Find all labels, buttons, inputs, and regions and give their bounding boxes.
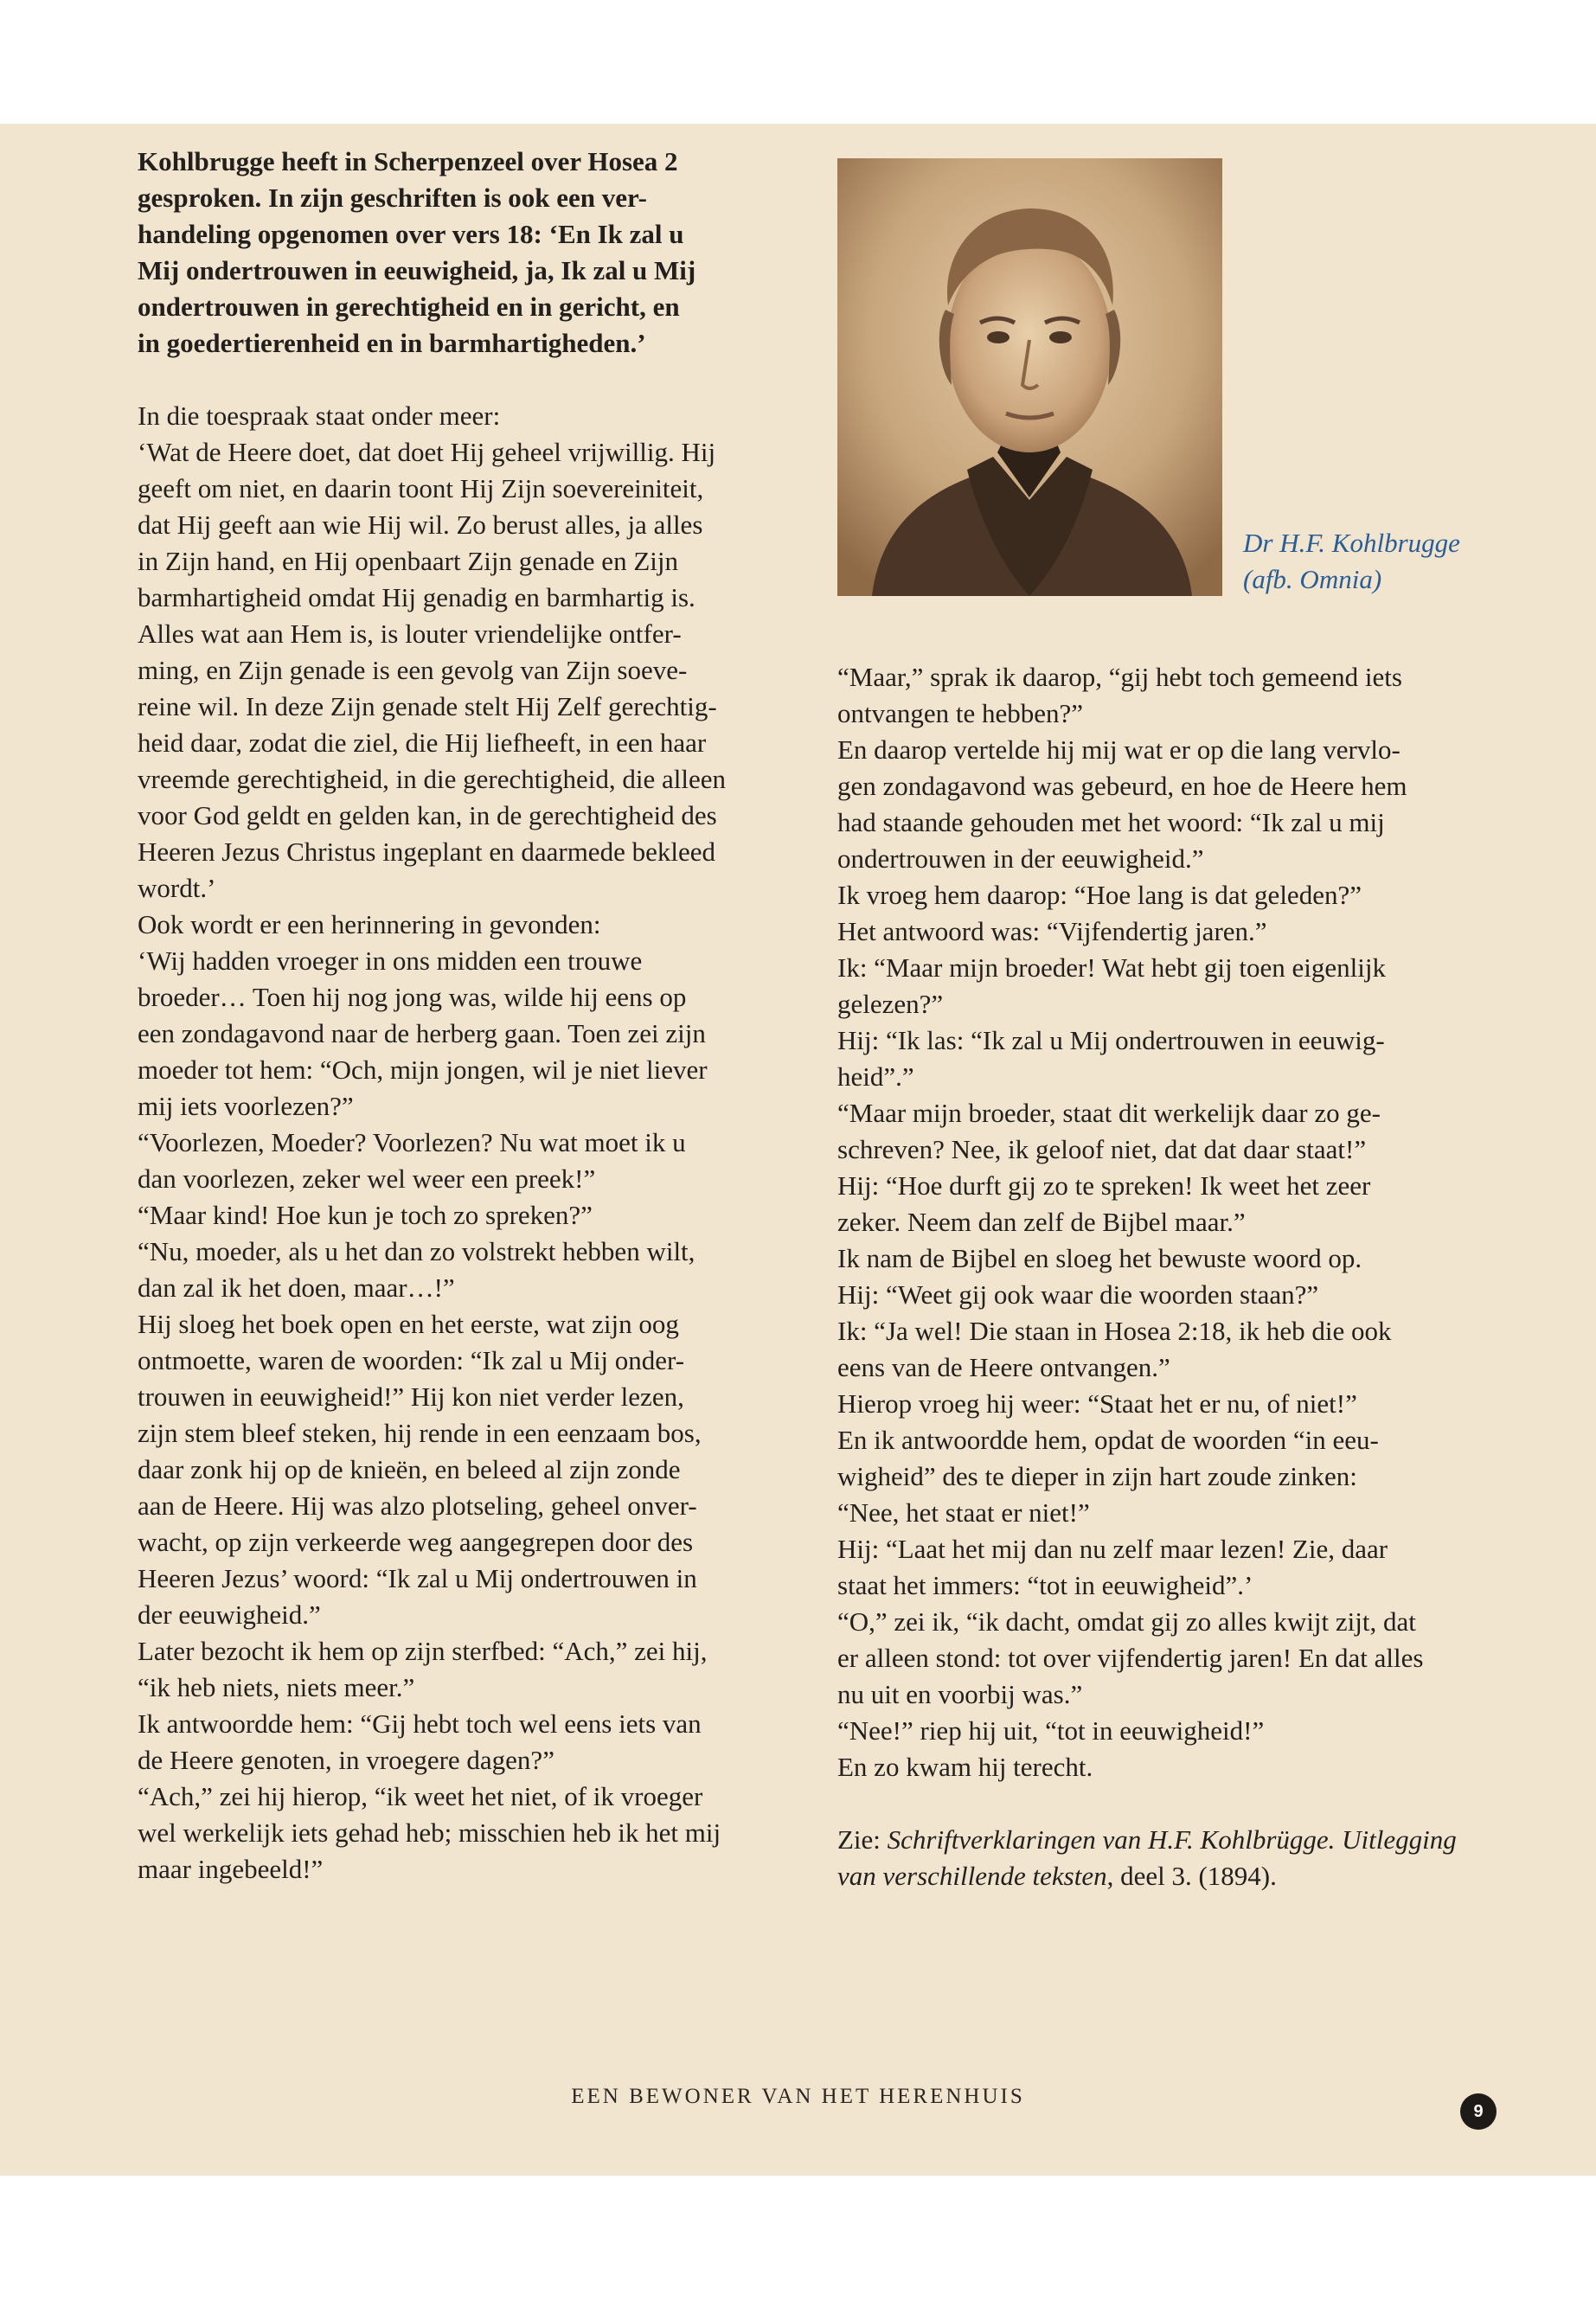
body-line: eens van de Heere ontvangen.” (837, 1352, 1170, 1382)
source-suffix: , deel 3. (1894). (1106, 1861, 1277, 1891)
body-line: “O,” zei ik, “ik dacht, omdat gij zo alles kwijt zijt, dat (837, 1606, 1416, 1637)
lead-line: handeling opgenomen over vers 18: ‘En Ik zal u (138, 219, 684, 249)
lead-paragraph (138, 144, 808, 362)
body-line: ming, en Zijn genade is een gevolg van Zijn soeve- (138, 655, 688, 685)
body-line: ondertrouwen in der eeuwigheid.” (837, 843, 1204, 874)
body-line: Hij: “Ik las: “Ik zal u Mij ondertrouwen in eeuwig- (837, 1025, 1385, 1055)
body-line: ‘Wij hadden vroeger in ons midden een trouwe (138, 945, 643, 976)
body-line: Alles wat aan Hem is, is louter vriendelijke ontfer- (138, 619, 682, 649)
body-line: wel werkelijk iets gehad heb; misschien heb ik het mij (138, 1817, 721, 1848)
body-line: Ik: “Ja wel! Die staan in Hosea 2:18, ik heb die ook (837, 1316, 1392, 1346)
body-line: Ik nam de Bijbel en sloeg het bewuste woord op. (837, 1243, 1362, 1273)
body-line: Ook wordt er een herinnering in gevonden: (138, 909, 601, 939)
right-column (837, 659, 1508, 1894)
body-line: “Maar,” sprak ik daarop, “gij hebt toch gemeend iets (837, 662, 1402, 692)
body-line: ontmoette, waren de woorden: “Ik zal u Mij onder- (138, 1345, 685, 1375)
body-line: heid”.” (837, 1061, 914, 1092)
source-title-line-2: van verschillende teksten (837, 1861, 1107, 1891)
body-line: gen zondagavond was gebeurd, en hoe de Heere hem (837, 771, 1407, 801)
body-line: barmhartigheid omdat Hij genadig en barmhartig is. (138, 582, 695, 612)
body-line: En daarop vertelde hij mij wat er op die lang vervlo- (837, 734, 1401, 765)
body-line: trouwen in eeuwigheid!” Hij kon niet verder lezen, (138, 1381, 684, 1412)
body-line: “Maar kind! Hoe kun je toch zo spreken?” (138, 1200, 593, 1230)
body-line: dat Hij geeft aan wie Hij wil. Zo berust alles, ja alles (138, 510, 703, 540)
body-line: voor God geldt en gelden kan, in de gerechtigheid des (138, 800, 717, 830)
body-line: “Ach,” zei hij hierop, “ik weet het niet, of ik vroeger (138, 1781, 703, 1811)
portrait-photo (837, 158, 1222, 596)
body-line: “Nee!” riep hij uit, “tot in eeuwigheid!” (837, 1715, 1265, 1746)
body-line: Hierop vroeg hij weer: “Staat het er nu, of niet!” (837, 1388, 1357, 1419)
source-title-line-1: Schriftverklaringen van H.F. Kohlbrügge. Uitlegging (887, 1824, 1457, 1855)
caption-line: Dr H.F. Kohlbrugge (1243, 528, 1460, 558)
left-body-text (138, 398, 808, 1888)
body-line: Heeren Jezus’ woord: “Ik zal u Mij ondertrouwen in (138, 1563, 697, 1593)
body-line: wordt.’ (138, 873, 216, 903)
lead-line: ondertrouwen in gerechtigheid en in gericht, en (138, 292, 680, 322)
body-line: vreemde gerechtigheid, in die gerechtigheid, die alleen (138, 764, 726, 794)
body-line: Heeren Jezus Christus ingeplant en daarmede bekleed (138, 836, 715, 867)
body-line: Ik antwoordde hem: “Gij hebt toch wel eens iets van (138, 1708, 702, 1739)
body-line: Ik vroeg hem daarop: “Hoe lang is dat geleden?” (837, 880, 1362, 910)
body-line: Het antwoord was: “Vijfendertig jaren.” (837, 916, 1267, 946)
body-line: er alleen stond: tot over vijfendertig jaren! En dat alles (837, 1643, 1424, 1673)
body-line: staat het immers: “tot in eeuwigheid”.’ (837, 1570, 1253, 1600)
lead-line: Mij ondertrouwen in eeuwigheid, ja, Ik zal u Mij (138, 255, 696, 285)
body-line: En zo kwam hij terecht. (837, 1752, 1093, 1782)
body-line: Later bezocht ik hem op zijn sterfbed: “Ach,” zei hij, (138, 1636, 708, 1666)
lead-line: gesproken. In zijn geschriften is ook een ver- (138, 183, 647, 213)
body-line: Hij: “Hoe durft gij zo te spreken! Ik weet het zeer (837, 1170, 1371, 1201)
body-line: “Nu, moeder, als u het dan zo volstrekt hebben wilt, (138, 1236, 695, 1266)
body-line: dan voorlezen, zeker wel weer een preek!” (138, 1163, 596, 1194)
body-line: daar zonk hij op de knieën, en beleed al zijn zonde (138, 1454, 681, 1484)
body-line: Hij: “Weet gij ook waar die woorden staan?” (837, 1279, 1319, 1310)
caption-credit: (afb. Omnia) (1243, 564, 1382, 594)
body-line: wacht, op zijn verkeerde weg aangegrepen door des (138, 1527, 694, 1557)
body-line: had staande gehouden met het woord: “Ik zal u mij (837, 807, 1385, 837)
body-line: nu uit en voorbij was.” (837, 1679, 1083, 1709)
lead-line: Kohlbrugge heeft in Scherpenzeel over Hosea 2 (138, 146, 678, 176)
body-line: broeder… Toen hij nog jong was, wilde hij eens op (138, 982, 687, 1012)
body-line: dan zal ik het doen, maar…!” (138, 1272, 455, 1303)
body-line: Hij sloeg het boek open en het eerste, wat zijn oog (138, 1309, 679, 1339)
body-line: “Voorlezen, Moeder? Voorlezen? Nu wat moet ik u (138, 1127, 686, 1157)
page-number-badge: 9 (1460, 2093, 1497, 2130)
body-line: reine wil. In deze Zijn genade stelt Hij Zelf gerechtig- (138, 691, 717, 721)
body-line: mij iets voorlezen?” (138, 1091, 354, 1121)
body-line: In die toespraak staat onder meer: (138, 401, 501, 431)
lead-line: in goedertierenheid en in barmhartigheden.’ (138, 328, 646, 358)
body-line: Ik: “Maar mijn broeder! Wat hebt gij toen eigenlijk (837, 952, 1386, 983)
body-line: “ik heb niets, niets meer.” (138, 1672, 415, 1702)
body-line: geeft om niet, en daarin toont Hij Zijn soevereiniteit, (138, 473, 704, 503)
body-line: zeker. Neem dan zelf de Bijbel maar.” (837, 1207, 1246, 1237)
body-line: schreven? Nee, ik geloof niet, dat dat daar staat!” (837, 1134, 1367, 1164)
running-footer-title: EEN BEWONER VAN HET HERENHUIS (571, 2085, 1025, 2108)
body-line: zijn stem bleef steken, hij rende in een eenzaam bos, (138, 1418, 702, 1448)
body-line: gelezen?” (837, 989, 944, 1019)
body-line: Hij: “Laat het mij dan nu zelf maar lezen! Zie, daar (837, 1534, 1388, 1564)
body-line: heid daar, zodat die ziel, die Hij liefheeft, in een haar (138, 727, 707, 758)
body-line: wigheid” des te dieper in zijn hart zoude zinken: (837, 1461, 1357, 1491)
photo-caption (1243, 525, 1537, 598)
body-line: “Nee, het staat er niet!” (837, 1497, 1090, 1528)
body-line: En ik antwoordde hem, opdat de woorden “in eeu- (837, 1425, 1379, 1455)
body-line: aan de Heere. Hij was alzo plotseling, geheel onver- (138, 1490, 697, 1521)
body-line: “Maar mijn broeder, staat dit werkelijk daar zo ge- (837, 1098, 1381, 1128)
body-line: ‘Wat de Heere doet, dat doet Hij geheel vrijwillig. Hij (138, 437, 716, 467)
body-line: in Zijn hand, en Hij openbaart Zijn genade en Zijn (138, 546, 678, 576)
source-reference (837, 1822, 1508, 1894)
left-column (138, 144, 808, 1888)
body-line: maar ingebeeld!” (138, 1854, 324, 1884)
source-prefix: Zie: (837, 1824, 888, 1855)
right-body-text (837, 659, 1508, 1785)
body-line: der eeuwigheid.” (138, 1599, 321, 1630)
body-line: de Heere genoten, in vroegere dagen?” (138, 1745, 554, 1775)
body-line: een zondagavond naar de herberg gaan. Toen zei zijn (138, 1018, 706, 1048)
body-line: moeder tot hem: “Och, mijn jongen, wil je niet liever (138, 1054, 708, 1085)
body-line: ontvangen te hebben?” (837, 698, 1084, 728)
